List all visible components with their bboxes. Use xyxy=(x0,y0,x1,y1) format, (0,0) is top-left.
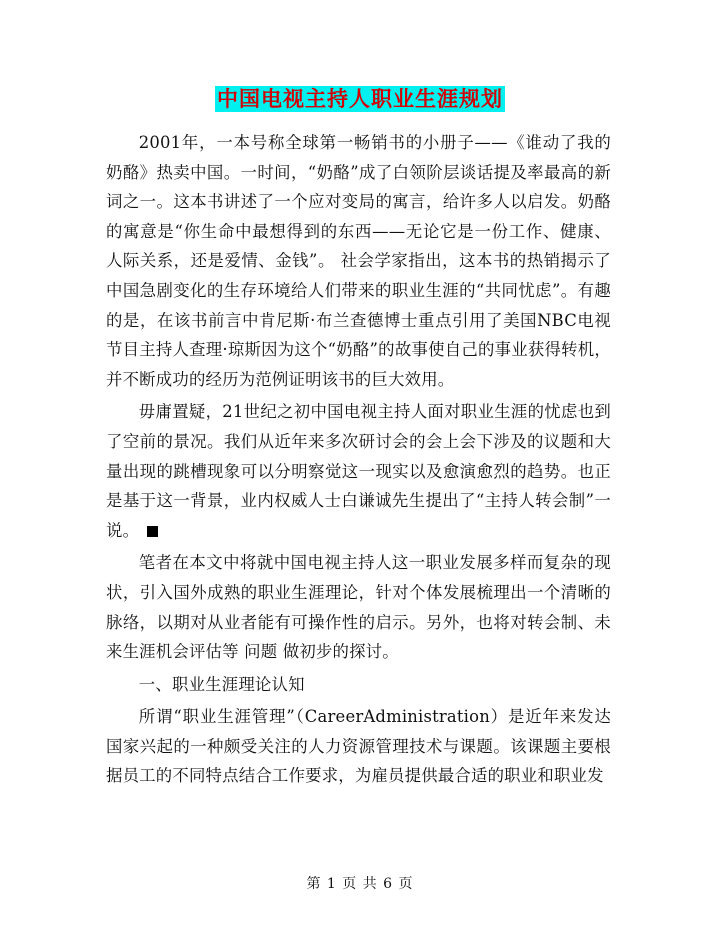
paragraph-background-text: 毋庸置疑，21世纪之初中国电视主持人面对职业生涯的忧虑也到了空前的景况。我们从近年来多次研讨会的会上会下涉及的议题和大量出现的跳槽现象可以分明察觉这一现实以及愈演愈烈的趋势。也正是基于这一背景，业内权威人士白谦诚先生提出了“主持人转会制”一说。 xyxy=(106,402,611,540)
paragraph-intro: 2001年，一本号称全球第一畅销书的小册子——《谁动了我的奶酪》热卖中国。一时间，“奶酪”成了白领阶层谈话提及率最高的新词之一。这本书讲述了一个应对变局的寓言，给许多人以启发。奶酪的寓意是“你生命中最想得到的东西——无论它是一份工作、健康、人际关系，还是爱情、金钱”。 社会学家指出，这本书的热销揭示了中国急剧变化的生存环境给人们带来的职业生涯的“共同忧虑”。有趣的是，在该书前言中肯尼斯·布兰查德博士重点引用了美国NBC电视节目主持人查理·琼斯因为这个“奶酪”的故事使自己的事业获得转机，并不断成功的经历为范例证明该书的巨大效用。 xyxy=(106,133,611,389)
paragraph-background xyxy=(106,397,611,545)
document-body xyxy=(106,128,611,791)
section-heading: 一、职业生涯理论认知 xyxy=(138,674,305,694)
paragraph-purpose: 笔者在本文中将就中国电视主持人这一职业发展多样而复杂的现状，引入国外成熟的职业生涯理论，针对个体发展梳理出一个清晰的脉络，以期对从业者能有可操作性的启示。另外，也将对转会制、未来生涯机会评估等 问题 做初步的探讨。 xyxy=(106,553,611,662)
title-container xyxy=(0,86,720,112)
paragraph-career-management: 所谓“职业生涯管理”（CareerAdministration）是近年来发达国家兴起的一种颇受关注的人力资源管理技术与课题。该课题主要根据员工的不同特点结合工作要求，为雇员提供最合适的职业和职业发 xyxy=(106,707,611,786)
page-footer: 第 1 页 共 6 页 xyxy=(306,876,414,892)
document-title: 中国电视主持人职业生涯规划 xyxy=(217,86,503,111)
black-square-mark xyxy=(147,526,158,537)
